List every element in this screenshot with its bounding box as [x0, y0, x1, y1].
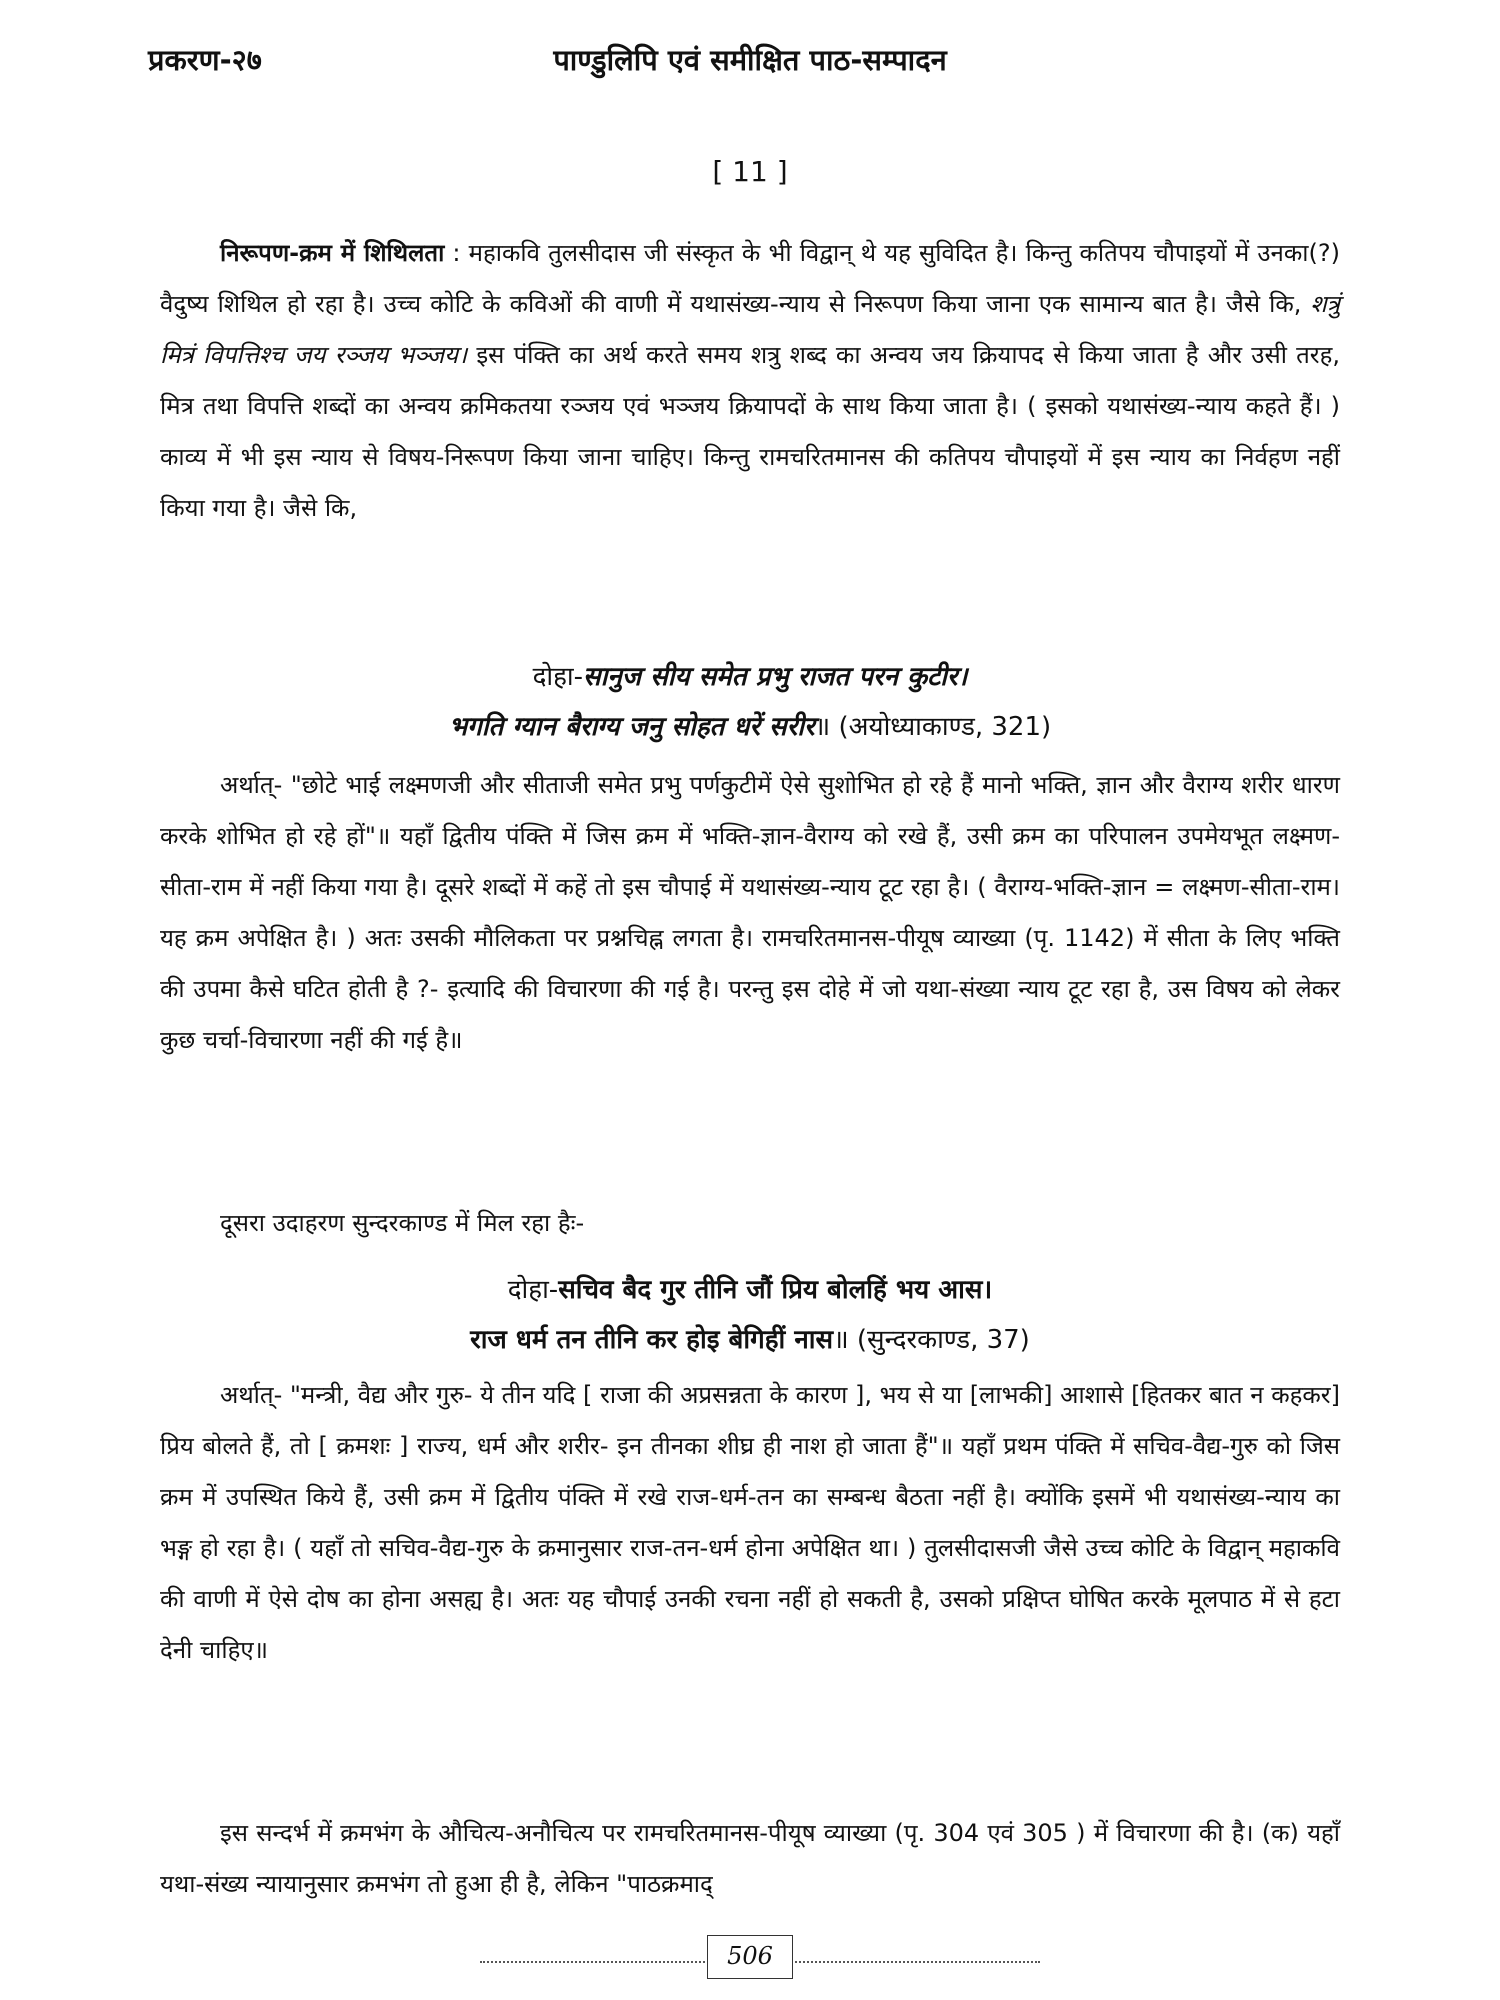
paragraph-1-text-b: इस पंक्ति का अर्थ करते समय शत्रु शब्द का अन्वय जय क्रियापद से किया जाता है और उसी तरह, मित्र तथा विपत्ति शब्दों का अन्वय क्रमिकतया रञ्जय एवं भञ्जय क्रियापदों के साथ किया जाता है। ( इसको यथासंख्य-न्याय कहते हैं। ) काव्य में भी इस न्याय से विषय-निरूपण किया जाना चाहिए। किन्तु रामचरितमानस की कतिपय चौपाइयों में इस न्याय का निर्वहण नहीं किया गया है। जैसे कि,: [160, 341, 1340, 522]
doha-2-line-1: [0, 1265, 1500, 1315]
doha-2-prefix: दोहा-: [507, 1275, 559, 1305]
doha-2: [0, 1265, 1500, 1365]
paragraph-heading: निरूपण-क्रम में शिथिलता: [220, 239, 445, 267]
page-number-footer: [0, 1935, 1500, 1979]
paragraph-1: [160, 228, 1340, 534]
doha-1-verse-1: सानुज सीय समेत प्रभु राजत परन कुटीर।: [583, 662, 968, 692]
sanskrit-quote: शत्रुं मित्रं विपत्तिश्च जय रञ्जय भञ्जय।: [160, 290, 1340, 369]
doha-1-danda: ॥: [814, 712, 831, 742]
page-number: 506: [707, 1935, 793, 1979]
doha-1-prefix: दोहा-: [532, 662, 584, 692]
doha-1-line-2: [0, 702, 1500, 752]
doha-2-verse-1: सचिव बैद गुर तीनि जौं प्रिय बोलहिं भय आस।: [558, 1275, 993, 1305]
section-number: [ 11 ]: [712, 155, 788, 188]
doha-2-verse-2: राज धर्म तन तीनि कर होइ बेगिहीं नास: [470, 1325, 834, 1355]
doha-2-reference: ॥ (सुन्दरकाण्ड, 37): [833, 1325, 1030, 1355]
running-header-chapter: प्रकरण-२७: [148, 43, 262, 77]
doha-1-line-1: [0, 652, 1500, 702]
paragraph-1-text-a: : महाकवि तुलसीदास जी संस्कृत के भी विद्वान् थे यह सुविदित है। किन्तु कतिपय चौपाइयों में उनका(?) वैदुष्य शिथिल हो रहा है। उच्च कोटि के कविओं की वाणी में यथासंख्य-न्याय से निरूपण किया जाना एक सामान्य बात है। जैसे कि,: [160, 239, 1340, 318]
doha-1-verse-2: भगति ग्यान बैराग्य जनु सोहत धरें सरीर: [448, 712, 815, 742]
doha-2-line-2: [0, 1315, 1500, 1365]
doha-1: [0, 652, 1500, 752]
doha-1-reference: (अयोध्याकाण्ड, 321): [830, 712, 1052, 742]
paragraph-5: इस सन्दर्भ में क्रमभंग के औचित्य-अनौचित्य पर रामचरितमानस-पीयूष व्याख्या (पृ. 304 एवं 305 ) में विचारणा की है। (क) यहाँ यथा-संख्य न्यायानुसार क्रमभंग तो हुआ ही है, लेकिन "पाठक्रमाद्: [160, 1819, 1340, 1898]
paragraph-3: दूसरा उदाहरण सुन्दरकाण्ड में मिल रहा हैः-: [220, 1209, 585, 1237]
paragraph-2: अर्थात्- "छोटे भाई लक्ष्मणजी और सीताजी समेत प्रभु पर्णकुटीमें ऐसे सुशोभित हो रहे हैं मानो भक्ति, ज्ञान और वैराग्य शरीर धारण करके शोभित हो रहे हों"॥ यहाँ द्वितीय पंक्ति में जिस क्रम में भक्ति-ज्ञान-वैराग्य को रखे हैं, उसी क्रम का परिपालन उपमेयभूत लक्ष्मण-सीता-राम में नहीं किया गया है। दूसरे शब्दों में कहें तो इस चौपाई में यथासंख्य-न्याय टूट रहा है। ( वैराग्य-भक्ति-ज्ञान = लक्ष्मण-सीता-राम। यह क्रम अपेक्षित है। ) अतः उसकी मौलिकता पर प्रश्नचिह्न लगता है। रामचरितमानस-पीयूष व्याख्या (पृ. 1142) में सीता के लिए भक्ति की उपमा कैसे घटित होती है ?- इत्यादि की विचारणा की गई है। परन्तु इस दोहे में जो यथा-संख्या न्याय टूट रहा है, उस विषय को लेकर कुछ चर्चा-विचारणा नहीं की गई है॥: [160, 771, 1340, 1054]
paragraph-4: अर्थात्- "मन्त्री, वैद्य और गुरु- ये तीन यदि [ राजा की अप्रसन्नता के कारण ], भय से या [लाभकी] आशासे [हितकर बात न कहकर] प्रिय बोलते हैं, तो [ क्रमशः ] राज्य, धर्म और शरीर- इन तीनका शीघ्र ही नाश हो जाता हैं"॥ यहाँ प्रथम पंक्ति में सचिव-वैद्य-गुरु को जिस क्रम में उपस्थित किये हैं, उसी क्रम में द्वितीय पंक्ति में रखे राज-धर्म-तन का सम्बन्ध बैठता नहीं है। क्योंकि इसमें भी यथासंख्य-न्याय का भङ्ग हो रहा है। ( यहाँ तो सचिव-वैद्य-गुरु के क्रमानुसार राज-तन-धर्म होना अपेक्षित था। ) तुलसीदासजी जैसे उच्च कोटि के विद्वान् महाकवि की वाणी में ऐसे दोष का होना असह्य है। अतः यह चौपाई उनकी रचना नहीं हो सकती है, उसको प्रक्षिप्त घोषित करके मूलपाठ में से हटा देनी चाहिए॥: [160, 1381, 1340, 1664]
running-header-title: पाण्डुलिपि एवं समीक्षित पाठ-सम्पादन: [553, 43, 947, 77]
